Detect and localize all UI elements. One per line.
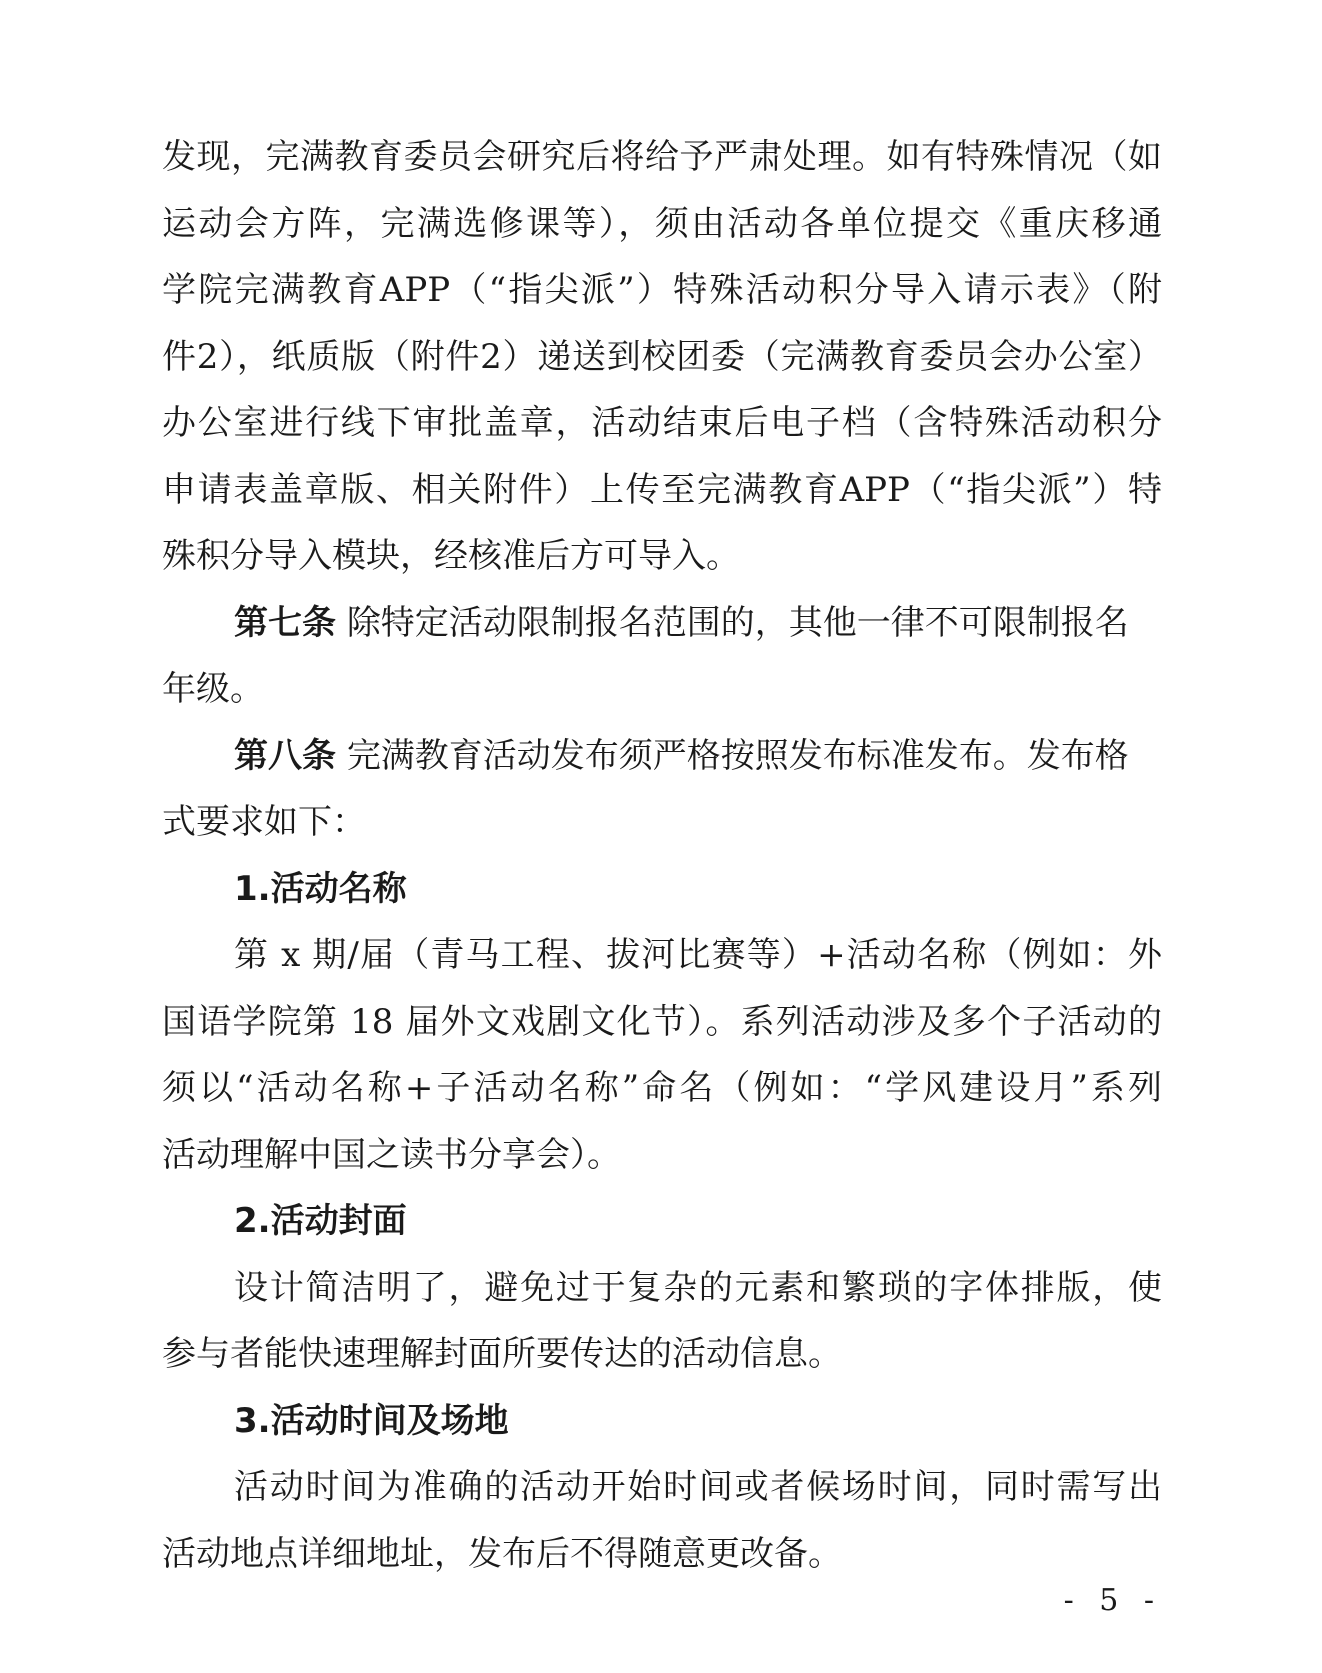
article-8-line-2: 式要求如下： xyxy=(162,802,366,842)
section-1-line: 国语学院第 18 届外文戏剧文化节）。系列活动涉及多个子活动的 xyxy=(162,1001,1162,1042)
page-number: - 5 - xyxy=(1063,1583,1162,1618)
section-3-line: 活动地点详细地址，发布后不得随意更改备。 xyxy=(162,1533,842,1574)
article-8-label: 第八条 xyxy=(234,735,336,776)
paragraph-line: 学院完满教育APP（“指尖派”）特殊活动积分导入请示表》（附 xyxy=(162,270,1162,310)
section-2-line: 设计简洁明了，避免过于复杂的元素和繁琐的字体排版，使 xyxy=(234,1267,1162,1308)
article-7-line-2: 年级。 xyxy=(162,669,264,709)
article-7-text: 除特定活动限制报名范围的，其他一律不可限制报名 xyxy=(346,602,1129,643)
section-1-line: 须以“活动名称+子活动名称”命名（例如：“学风建设月”系列 xyxy=(162,1068,1162,1108)
document-page xyxy=(162,124,1162,1587)
section-1-line: 活动理解中国之读书分享会）。 xyxy=(162,1134,621,1175)
paragraph-line: 件2），纸质版（附件2）递送到校团委（完满教育委员会办公室） xyxy=(162,336,1162,377)
section-1-heading: 1.活动名称 xyxy=(234,868,407,909)
article-7-label: 第七条 xyxy=(234,602,336,643)
paragraph-line: 申请表盖章版、相关附件）上传至完满教育APP（“指尖派”）特 xyxy=(162,469,1162,510)
section-2-heading: 2.活动封面 xyxy=(234,1201,407,1241)
section-3-line: 活动时间为准确的活动开始时间或者候场时间，同时需写出 xyxy=(234,1467,1162,1507)
section-1-line: 第 x 期/届（青马工程、拔河比赛等）+活动名称（例如：外 xyxy=(234,935,1162,975)
paragraph-line: 发现，完满教育委员会研究后将给予严肃处理。如有特殊情况（如 xyxy=(162,137,1162,177)
article-8-line-1 xyxy=(162,723,1162,790)
section-3-heading: 3.活动时间及场地 xyxy=(234,1400,509,1441)
paragraph-line: 殊积分导入模块，经核准后方可导入。 xyxy=(162,536,740,576)
section-2-line: 参与者能快速理解封面所要传达的活动信息。 xyxy=(162,1334,842,1374)
article-8-text: 完满教育活动发布须严格按照发布标准发布。发布格 xyxy=(346,735,1129,776)
paragraph-line: 运动会方阵，完满选修课等），须由活动各单位提交《重庆移通 xyxy=(162,203,1162,244)
article-7-line-1 xyxy=(162,590,1162,657)
paragraph-line: 办公室进行线下审批盖章，活动结束后电子档（含特殊活动积分 xyxy=(162,403,1162,443)
